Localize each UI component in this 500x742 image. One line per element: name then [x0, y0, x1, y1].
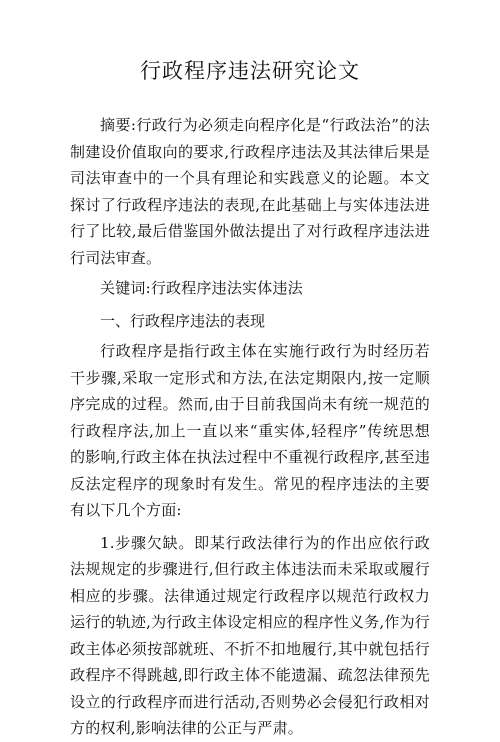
section1-paragraph-1: 行政程序是指行政主体在实施行政行为时经历若干步骤,采取一定形式和方法,在法定期限内,按一定顺序完成的过程。然而,由于目前我国尚未有统一规范的行政程序法,加上一直以来“重实体,轻程序”传统思想的影响,行政主体在执法过程中不重视行政程序,甚至违反法定程序的现象时有发生。常见的程序违法的主要有以下几个方面:: [70, 342, 430, 519]
section1-item-1: 1.步骤欠缺。即某行政法律行为的作出应依行政法规规定的步骤进行,但行政主体违法而未采取或履行相应的步骤。法律通过规定行政程序以规范行政权力运行的轨迹,为行政主体设定相应的程序性义务,作为行政主体必须按部就班、不折不扣地履行,其中就包括行政程序不得跳越,即行政主体不能遗漏、疏忽法律预先设立的行政程序而进行活动,否则势必会侵犯行政相对方的权利,影响法律的公正与严肃。: [70, 533, 430, 737]
keywords-line: 关键词:行政程序违法实体违法: [100, 279, 303, 297]
abstract-paragraph: 摘要:行政行为必须走向程序化是“行政法治”的法制建设价值取向的要求,行政程序违法及其法律后果是司法审查中的一个具有理论和实践意义的论题。本文探讨了行政程序违法的表现,在此基础上与实体违法进行了比较,最后借鉴国外做法提出了对行政程序违法进行司法审查。: [70, 116, 430, 267]
section-heading-1: 一、行政程序违法的表现: [100, 311, 266, 330]
document-title: 行政程序违法研究论文: [140, 59, 360, 83]
